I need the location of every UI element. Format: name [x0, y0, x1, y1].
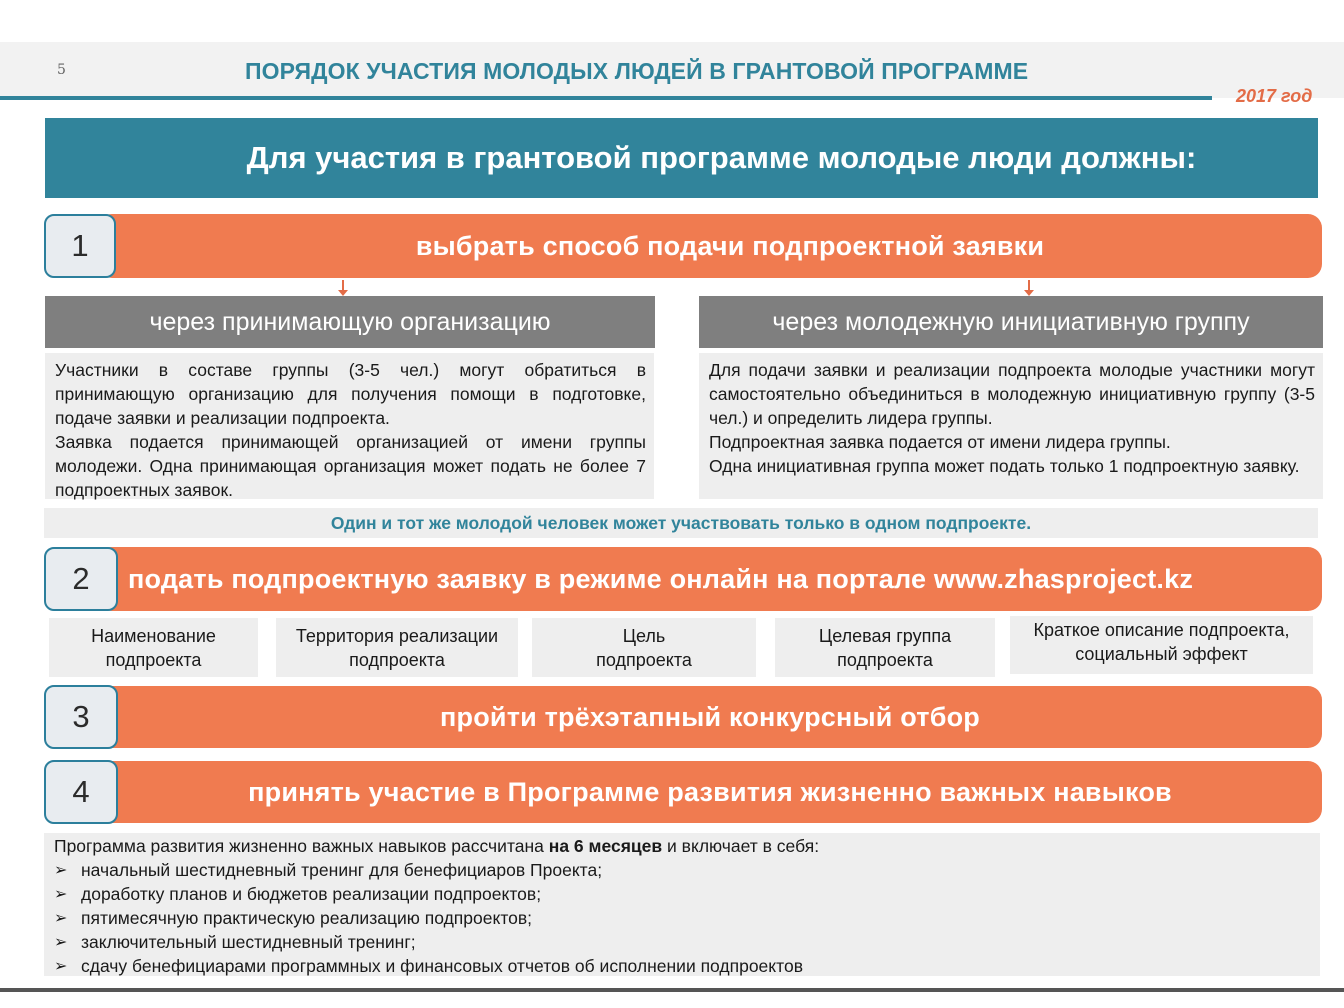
page-title: ПОРЯДОК УЧАСТИЯ МОЛОДЫХ ЛЮДЕЙ В ГРАНТОВОЙ ПРОГРАММЕ	[245, 58, 1029, 84]
list-item: ➢ начальный шестидневный тренинг для бенефициаров Проекта;	[54, 858, 1310, 882]
step-2-bar	[98, 547, 1322, 611]
step-2-text: подать подпроектную заявку в режиме онлайн на портале www.zhasproject.kz	[128, 563, 1194, 594]
step-4-number: 4	[44, 760, 118, 824]
header-divider	[0, 96, 1212, 100]
step-4-bar	[98, 761, 1322, 823]
page-number: 5	[57, 62, 66, 78]
program-intro-tail: и включает в себя:	[662, 836, 820, 856]
option-left-paragraph: Участники в составе группы (3-5 чел.) могут обратиться в принимающую организацию для получения помощи в подготовке, подаче заявки и реализации подпроекта. Заявка подается принимающей организацией от имени группы молодежи. Одна принимающая организация может подать не более 7 подпроектных заявок.	[55, 360, 646, 500]
field-name: Наименование подпроекта	[49, 618, 258, 677]
option-right-text	[699, 353, 1323, 499]
program-description	[44, 833, 1320, 976]
step-3-number: 3	[44, 685, 118, 749]
field-goal: Цель подпроекта	[532, 618, 756, 677]
program-intro	[54, 834, 1310, 858]
program-list	[54, 858, 1310, 978]
field-description: Краткое описание подпроекта, социальный эффект	[1010, 616, 1313, 674]
arrow-down-icon	[342, 280, 344, 292]
field-territory: Территория реализации подпроекта	[276, 618, 518, 677]
step-4-text: принять участие в Программе развития жизненно важных навыков	[248, 776, 1172, 807]
program-intro-text: Программа развития жизненно важных навыков рассчитана	[54, 836, 549, 856]
option-right-paragraph: Для подачи заявки и реализации подпроекта молодые участники могут самостоятельно объединиться в молодежную инициативную группу (3-5 чел.) и определить лидера группы. Подпроектная заявка подается от имени лидера группы. Одна инициативная группа может подать только 1 подпроектную заявку.	[709, 360, 1315, 476]
step-1-number: 1	[44, 214, 116, 278]
option-right-title: через молодежную инициативную группу	[699, 296, 1323, 348]
intro-banner: Для участия в грантовой программе молодые люди должны:	[45, 118, 1318, 198]
program-duration: на 6 месяцев	[548, 836, 663, 856]
list-item: ➢ доработку планов и бюджетов реализации подпроектов;	[54, 882, 1310, 906]
footer-divider	[0, 988, 1344, 992]
arrow-down-icon	[1028, 280, 1030, 292]
option-left-title: через принимающую организацию	[45, 296, 655, 348]
list-item: ➢ сдачу бенефициарами программных и финансовых отчетов об исполнении подпроектов	[54, 954, 1310, 978]
step-2-number: 2	[44, 547, 118, 611]
participation-note: Один и тот же молодой человек может участвовать только в одном подпроекте.	[44, 508, 1318, 538]
step-1-text: выбрать способ подачи подпроектной заявки	[415, 230, 1045, 261]
list-item: ➢ пятимесячную практическую реализацию подпроектов;	[54, 906, 1310, 930]
field-target-group: Целевая группа подпроекта	[775, 618, 995, 677]
list-item: ➢ заключительный шестидневный тренинг;	[54, 930, 1310, 954]
option-left-text	[45, 353, 654, 499]
step-1-bar	[98, 214, 1322, 278]
year-label: 2017 год	[1236, 86, 1313, 106]
step-3-bar	[98, 686, 1322, 748]
step-3-text: пройти трёхэтапный конкурсный отбор	[440, 701, 980, 732]
